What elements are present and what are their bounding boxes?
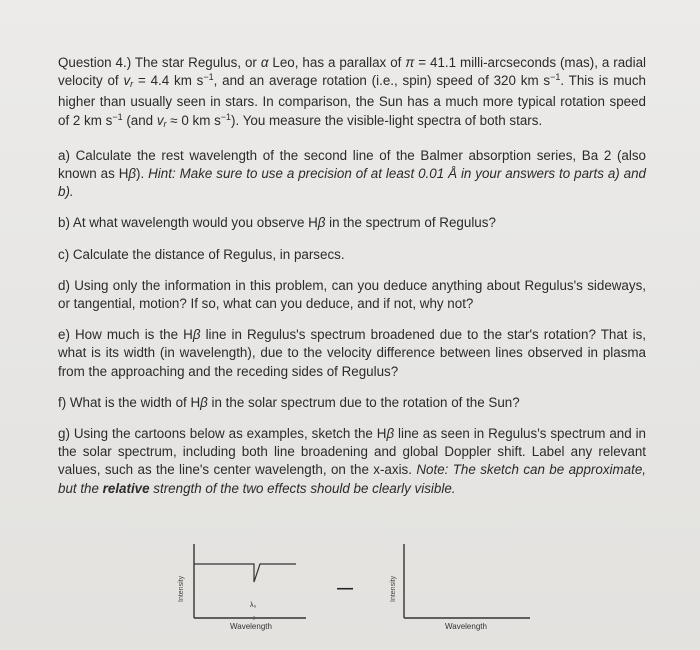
qa-mid: ). — [136, 166, 149, 182]
question-f — [58, 394, 646, 412]
beta-symbol: β — [192, 327, 201, 343]
intro-text-2: Leo, has a parallax of — [268, 55, 406, 70]
intro-text-9: ). You measure the visible-light spectra of both stars. — [231, 112, 543, 128]
qg-note-end: strength of the two effects should be clearly visible. — [149, 480, 456, 496]
sketch-separator: — — [337, 580, 353, 597]
intro-text-6: . This is much higher than usually seen in stars. In comparison, the Sun has a much more typical rotation speed of 2 km s — [58, 73, 646, 128]
intro-text-3: = 41.1 milli-arcseconds (mas), a radial velocity of — [58, 55, 647, 89]
qe-lead: e) How much is the H — [58, 327, 193, 343]
question-d — [58, 277, 646, 313]
qf-lead: f) What is the width of H — [58, 394, 201, 410]
right-sketch — [380, 540, 540, 635]
qa-hint: Hint: Make sure to use a precision of at least 0.01 Å in your answers to parts a) and b). — [58, 166, 647, 200]
qg-note: Note: The sketch can be approximate, but the — [58, 462, 646, 496]
qc-text: c) Calculate the distance of Regulus, in parsecs. — [58, 246, 345, 262]
question-a — [58, 147, 646, 202]
intro-text-5: , and an average rotation (i.e., spin) speed of 320 km s — [213, 73, 551, 89]
question-c — [58, 246, 646, 264]
question-b — [58, 214, 646, 232]
qg-lead: g) Using the cartoons below as examples, sketch the H — [58, 426, 387, 442]
r-subscript: r — [130, 79, 134, 90]
intro-text-8: ≈ 0 km s — [166, 112, 221, 128]
qe-tail: line in Regulus's spectrum broadened due to the star's rotation? That is, what is its width (in wavelength), due to the velocity difference between lines observed in plasma from the approaching and the receding sides of Regulus? — [58, 327, 646, 379]
left-x-label: Wavelength — [230, 622, 272, 631]
left-center-marker: λ₀ — [250, 602, 257, 609]
exponent: −1 — [220, 111, 232, 122]
left-sketch — [168, 540, 318, 635]
beta-symbol: β — [200, 394, 208, 410]
exponent: −1 — [112, 111, 123, 122]
qg-tail: line as seen in Regulus's spectrum and in the solar spectrum, including both line broadening and global Doppler shift. Label any relevant values, such as the line's center wavelength, on the x-axis. — [58, 426, 647, 478]
qf-tail: in the solar spectrum due to the rotation of the Sun? — [207, 394, 520, 410]
v-symbol: v — [156, 112, 164, 128]
v-symbol: v — [123, 73, 131, 89]
left-y-label: Intensity — [178, 575, 185, 602]
intro-text-4: = 4.4 km s — [133, 73, 204, 89]
left-spectrum-line — [194, 564, 296, 582]
exponent: −1 — [203, 72, 214, 83]
intro-text-7: (and — [122, 112, 157, 128]
beta-symbol: β — [386, 426, 395, 442]
right-x-label: Wavelength — [445, 622, 487, 631]
qd-text: d) Using only the information in this problem, can you deduce anything about Regulus's sideways, or tangential, motion? If so, what can you deduce, and if not, why not? — [58, 277, 646, 312]
r-subscript: r — [163, 118, 167, 129]
intro-text-1: Question 4.) The star Regulus, or — [58, 55, 261, 70]
beta-symbol: β — [128, 166, 137, 182]
problem-text — [58, 54, 646, 511]
right-y-label: Intensity — [390, 575, 397, 602]
example-sketches — [0, 530, 700, 640]
beta-symbol: β — [317, 215, 326, 231]
question-e — [58, 326, 646, 381]
qg-relative-emphasis: relative — [102, 480, 150, 496]
question-g — [58, 425, 646, 498]
question-intro — [58, 54, 646, 133]
qb-tail: in the spectrum of Regulus? — [325, 215, 496, 231]
qa-lead: a) Calculate the rest wavelength of the second line of the Balmer absorption series, Ba 2 (also known as H — [58, 147, 646, 182]
exponent: −1 — [550, 72, 561, 83]
pi-symbol: π — [405, 55, 415, 70]
alpha-symbol: α — [260, 55, 269, 70]
qb-lead: b) At what wavelength would you observe H — [58, 215, 318, 231]
